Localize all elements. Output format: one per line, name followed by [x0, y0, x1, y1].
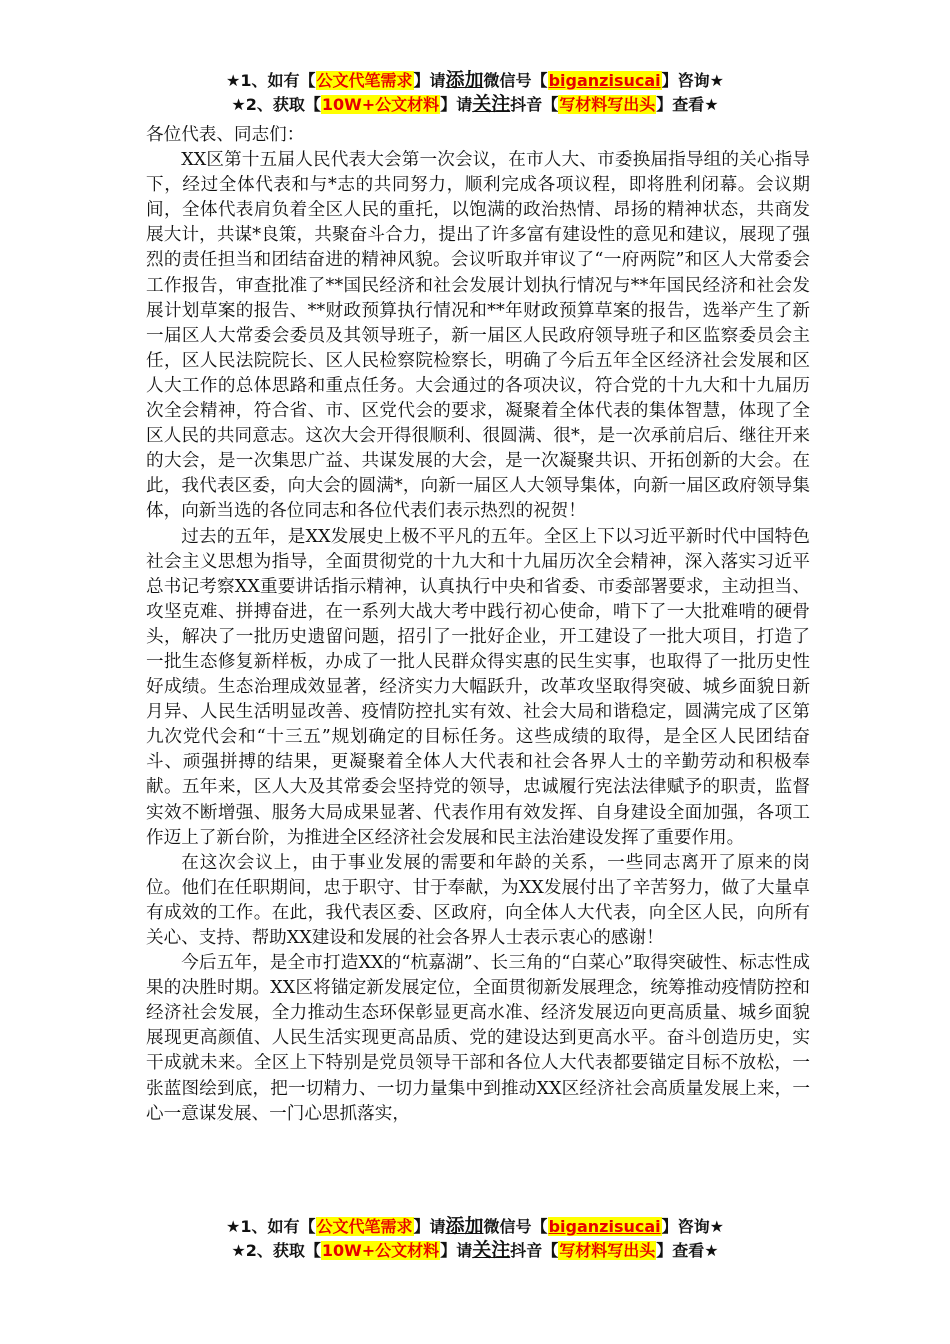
banner-highlight: 10W+公文材料 [321, 95, 440, 114]
douyin-account-highlight: 写材料写出头 [559, 95, 656, 114]
banner-highlight: 公文代笔需求 [316, 1217, 413, 1236]
banner-line-1 [0, 68, 950, 92]
banner-text: 】请 [440, 95, 473, 114]
banner-line-1 [0, 1214, 950, 1238]
banner-highlight: 公文代笔需求 [316, 71, 413, 90]
banner-text: ★1、如有【 [226, 71, 316, 90]
header-banner [0, 68, 950, 116]
banner-text: 】查看★ [656, 95, 719, 114]
footer-banner [0, 1214, 950, 1262]
document-body [146, 123, 810, 1127]
salutation: 各位代表、同志们： [146, 125, 305, 145]
banner-text: ★2、获取【 [231, 95, 321, 114]
paragraph: XX区第十五届人民代表大会第一次会议，在市人大、市委换届指导组的关心指导下，经过全体代表和与*志的共同努力，顺利完成各项议程，即将胜利闭幕。会议期间，全体代表肩负着全区人民的重托，以饱满的政治热情、昂扬的精神状态，共商发展大计，共谋*良策，共聚奋斗合力，提出了许多富有建设性的意见和建议，展现了强烈的责任担当和团结奋进的精神风貌。会议听取并审议了“一府两院”和区人大常委会工作报告，审查批准了**国民经济和社会发展计划执行情况与**年国民经济和社会发展计划草案的报告、**财政预算执行情况和**年财政预算草案的报告，选举产生了新一届区人大常委会委员及其领导班子，新一届区人民政府领导班子和区监察委员会主任，区人民法院院长、区人民检察院检察长，明确了今后五年全区经济社会发展和区人大工作的总体思路和重点任务。大会通过的各项决议，符合党的十九大和十九届历次全会精神，符合省、市、区党代会的要求，凝聚着全体代表的集体智慧，体现了全区人民的共同意志。这次大会开得很顺利、很圆满、很*，是一次承前启后、继往开来的大会，是一次集思广益、共谋发展的大会，是一次凝聚共识、开拓创新的大会。在此，我代表区委，向大会的圆满*，向新一届区人大领导集体，向新一届区政府领导集体，向新当选的各位同志和各位代表们表示热烈的祝贺！ [146, 150, 810, 522]
douyin-account-highlight: 写材料写出头 [559, 1241, 656, 1260]
paragraph: 过去的五年，是XX发展史上极不平凡的五年。全区上下以习近平新时代中国特色社会主义思想为指导，全面贯彻党的十九大和十九届历次全会精神，深入落实习近平总书记考察XX重要讲话指示精神，认真执行中央和省委、市委部署要求，主动担当、攻坚克难、拼搏奋进，在一系列大战大考中践行初心使命，啃下了一大批难啃的硬骨头，解决了一批历史遗留问题，招引了一批好企业，开工建设了一批大项目，打造了一批生态修复新样板，办成了一批人民群众得实惠的民生实事，也取得了一批历史性好成绩。生态治理成效显著，经济实力大幅跃升，改革攻坚取得突破、城乡面貌日新月异、人民生活明显改善、疫情防控扎实有效、社会大局和谐稳定，圆满完成了区第九次党代会和“十三五”规划确定的目标任务。这些成绩的取得，是全区人民团结奋斗、顽强拼搏的结果，更凝聚着全体人大代表和社会各界人士的辛勤劳动和积极奉献。五年来，区人大及其常委会坚持党的领导，忠诚履行宪法法律赋予的职责，监督实效不断增强、服务大局成果显著、代表作用有效发挥、自身建设全面加强，各项工作迈上了新台阶，为推进全区经济社会发展和民主法治建设发挥了重要作用。 [146, 526, 810, 848]
banner-text: ★2、获取【 [231, 1241, 321, 1260]
banner-highlight: 10W+公文材料 [321, 1241, 440, 1260]
banner-text: 】请 [413, 1217, 446, 1236]
wechat-id-link[interactable]: biganzisucai [548, 1217, 661, 1236]
banner-text: 】咨询★ [661, 1217, 724, 1236]
banner-text: 】咨询★ [661, 71, 724, 90]
banner-emphasis: 关注 [472, 93, 511, 115]
banner-text: 微信号【 [483, 71, 548, 90]
banner-line-2 [0, 92, 950, 116]
wechat-id-link[interactable]: biganzisucai [548, 71, 661, 90]
banner-line-2 [0, 1238, 950, 1262]
banner-emphasis: 关注 [472, 1239, 511, 1261]
banner-text: 】请 [413, 71, 446, 90]
banner-text: 】请 [440, 1241, 473, 1260]
paragraph: 在这次会议上，由于事业发展的需要和年龄的关系，一些同志离开了原来的岗位。他们在任职期间，忠于职守、甘于奉献，为XX发展付出了辛苦努力，做了大量卓有成效的工作。在此，我代表区委、区政府，向全体人大代表，向全区人民，向所有关心、支持、帮助XX建设和发展的社会各界人士表示衷心的感谢！ [146, 852, 810, 948]
banner-text: 微信号【 [483, 1217, 548, 1236]
paragraph: 今后五年，是全市打造XX的“杭嘉湖”、长三角的“白菜心”取得突破性、标志性成果的决胜时期。XX区将锚定新发展定位，全面贯彻新发展理念，统筹推动疫情防控和经济社会发展，全力推动生态环保彰显更高水准、经济发展迈向更高质量、城乡面貌展现更高颜值、人民生活实现更高品质、党的建设达到更高水平。奋斗创造历史，实干成就未来。全区上下特别是党员领导干部和各位人大代表都要锚定目标不放松，一张蓝图绘到底，把一切精力、一切力量集中到推动XX区经济社会高质量发展上来，一心一意谋发展、一门心思抓落实， [146, 953, 810, 1124]
banner-text: 】查看★ [656, 1241, 719, 1260]
banner-emphasis: 添加 [445, 69, 484, 91]
banner-text: ★1、如有【 [226, 1217, 316, 1236]
banner-emphasis: 添加 [445, 1215, 484, 1237]
banner-text: 抖音【 [510, 1241, 559, 1260]
banner-text: 抖音【 [510, 95, 559, 114]
